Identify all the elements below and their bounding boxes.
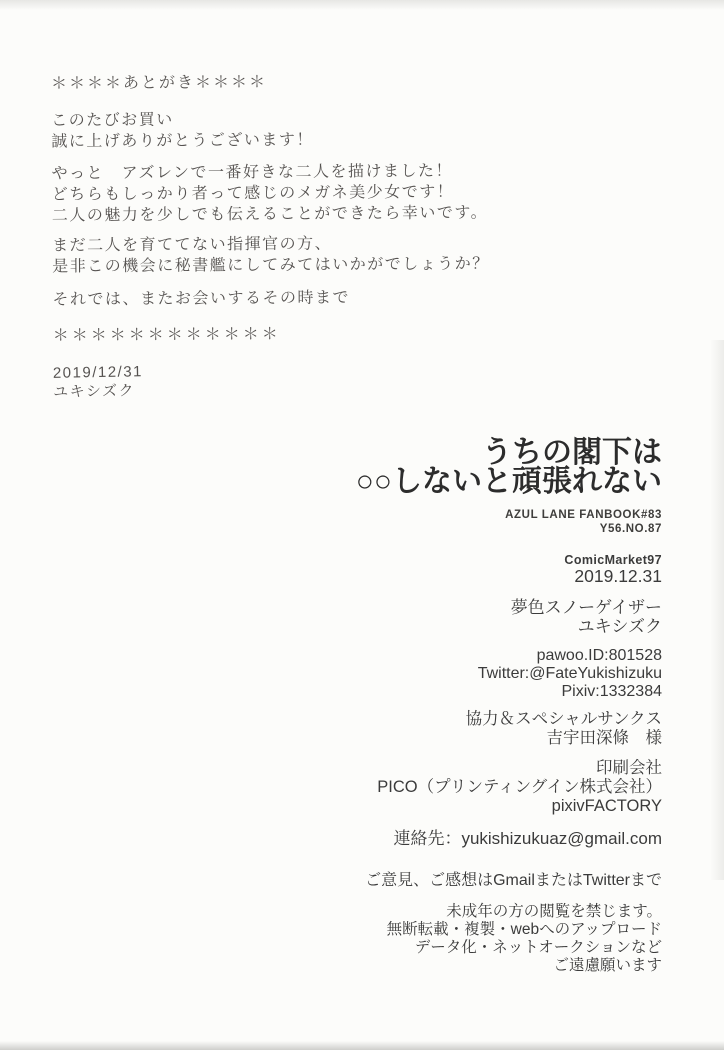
printing-info: [22, 759, 662, 816]
printing-heading: 印刷会社: [596, 759, 662, 777]
notice-line: ご遠慮願います: [553, 957, 662, 974]
scan-edge-shadow-bottom: [0, 1041, 724, 1050]
afterword-line: それでは、またお会いするその時まで: [52, 289, 351, 309]
afterword-paragraph: [51, 107, 489, 152]
afterword-signoff: [53, 356, 491, 402]
book-title-line1: うちの閣下は: [482, 436, 662, 469]
event-info: [22, 553, 662, 586]
afterword-block: [51, 70, 491, 399]
author-name: ユキシズク: [577, 617, 662, 636]
book-codes: [22, 509, 662, 536]
event-date: 2019.12.31: [574, 566, 662, 586]
afterword-line: まだ二人を育ててない指揮官の方、: [52, 235, 333, 255]
handwritten-signature: ユキシズク: [53, 382, 136, 401]
afterword-line: 二人の魅力を少しでも伝えることができたら幸いです。: [51, 204, 489, 225]
afterword-paragraph: [52, 286, 490, 310]
afterword-line: やっと アズレンで一番好きな二人を描けました！: [51, 162, 454, 183]
asterisk-divider: ＊＊＊＊＊＊＊＊＊＊＊＊: [52, 325, 281, 345]
book-title-line2: ○○しないと頑張れない: [355, 465, 662, 498]
author-accounts: [22, 647, 662, 701]
handwritten-date: 2019/12/31: [52, 363, 144, 382]
afterword-line: 是非この機会に秘書艦にしてみてはいかがでしょうか？: [52, 255, 490, 276]
thanks-heading: 協力＆スペシャルサンクス: [465, 710, 662, 728]
pawoo-account: pawoo.ID:801528: [536, 647, 662, 664]
scan-smudge: [710, 340, 724, 880]
scan-edge-shadow-top: [0, 0, 724, 10]
feedback-note: ご意見、ご感想はGmailまたはTwitterまで: [365, 872, 662, 889]
colophon-block: [22, 438, 662, 975]
afterword-line: どちらもしっかり者って感じのメガネ美少女です！: [51, 183, 455, 204]
special-thanks: [22, 710, 662, 748]
book-title: [22, 438, 662, 496]
notice-line: 未成年の方の閲覧を禁じます。: [446, 903, 662, 920]
legal-notice: [22, 903, 662, 975]
series-code: AZUL LANE FANBOOK#83: [505, 509, 662, 521]
afterword-paragraph: [52, 232, 490, 277]
afterword-heading: ＊＊＊＊あとがき＊＊＊＊: [50, 74, 268, 93]
pixiv-account: Pixiv:1332384: [561, 683, 662, 700]
thanks-name: 吉宇田深條 様: [546, 729, 662, 747]
twitter-account: Twitter:@FateYukishizuku: [477, 665, 662, 682]
book-code: Y56.NO.87: [599, 522, 662, 535]
event-name: ComicMarket97: [564, 553, 662, 567]
printer-name: PICO（プリンティングイン株式会社）: [377, 778, 662, 796]
afterword-line: このたびお買い: [51, 111, 174, 130]
circle-name: 夢色スノーゲイザー: [510, 598, 662, 617]
printer-name: pixivFACTORY: [551, 797, 662, 815]
afterword-paragraph: [51, 160, 489, 226]
afterword-line: 誠に上げありがとうございます！: [51, 131, 314, 151]
contact-email: 連絡先：yukishizukuaz@gmail.com: [393, 829, 662, 848]
notice-line: データ化・ネットオークションなど: [414, 939, 662, 956]
notice-line: 無断転載・複製・webへのアップロード: [386, 921, 662, 938]
circle-info: [22, 598, 662, 636]
